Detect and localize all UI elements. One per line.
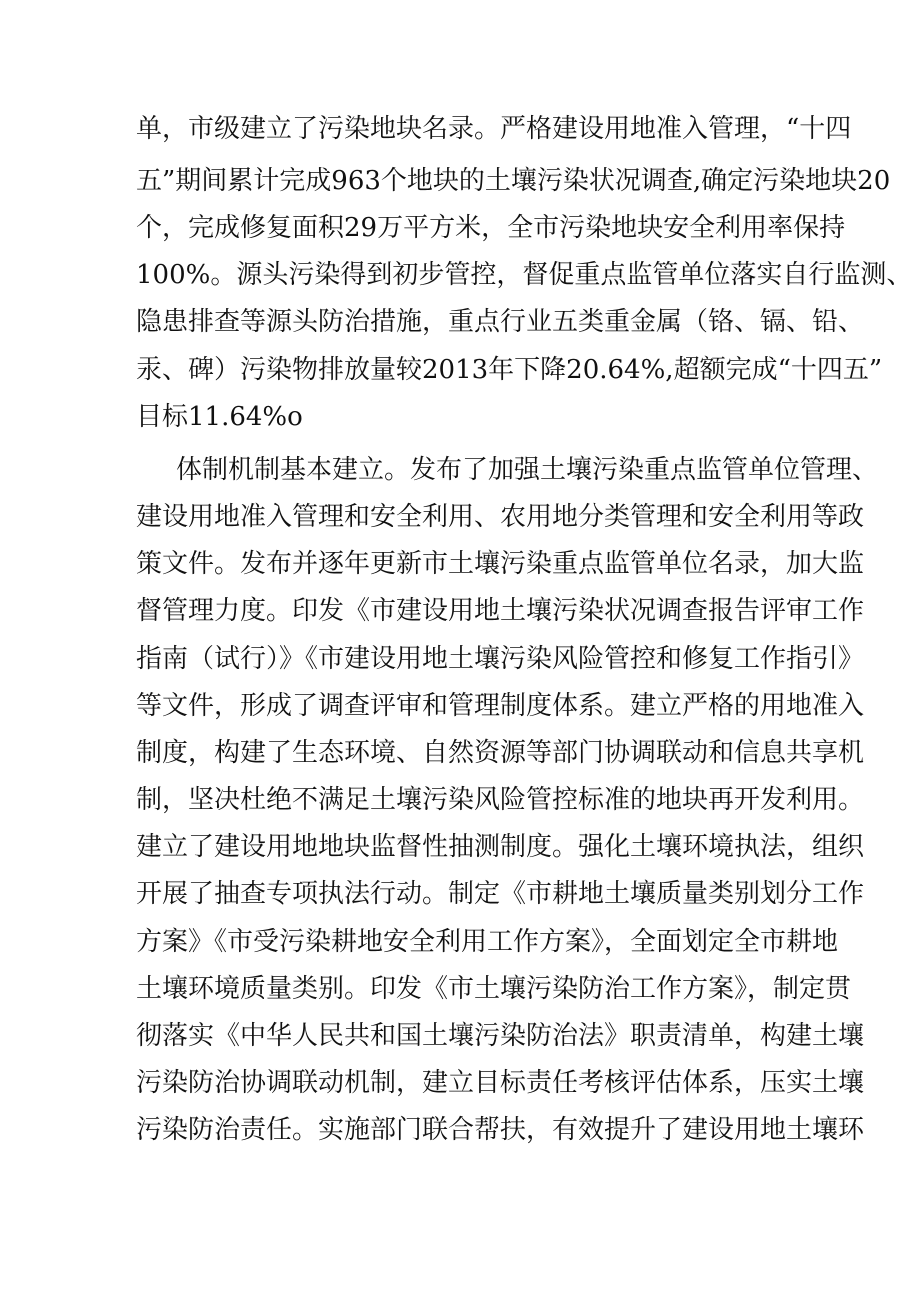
text-line: 目标11.64%o [136, 402, 303, 432]
paragraph-first-line: 体制机制基本建立。发布了加强土壤污染重点监管单位管理、 [176, 455, 879, 485]
text-line: 100%。源头污染得到初步管控，督促重点监管单位落实自行监测、 [136, 260, 913, 290]
text-line: 建立了建设用地地块监督性抽测制度。强化土壤环境执法，组织 [136, 832, 865, 862]
text-line: 土壤环境质量类别。印发《市土壤污染防治工作方案》，制定贯 [136, 974, 852, 1004]
text-line: 隐患排查等源头防治措施，重点行业五类重金属（铬、镉、铅、 [136, 307, 865, 337]
text-line: 制度，构建了生态环境、自然资源等部门协调联动和信息共享机 [136, 738, 865, 768]
text-line: 策文件。发布并逐年更新市土壤污染重点监管单位名录，加大监 [136, 549, 865, 579]
text-line: 汞、碑）污染物排放量较2013年下降20.64%,超额完成“十四五” [136, 355, 883, 385]
text-line: 污染防治责任。实施部门联合帮扶，有效提升了建设用地土壤环 [136, 1115, 865, 1145]
text-line: 等文件，形成了调查评审和管理制度体系。建立严格的用地准入 [136, 691, 865, 721]
text-line: 指南（试行）》《市建设用地土壤污染风险管控和修复工作指引》 [136, 644, 865, 674]
text-line: 污染防治协调联动机制，建立目标责任考核评估体系，压实土壤 [136, 1068, 865, 1098]
text-line: 彻落实《中华人民共和国土壤污染防治法》职责清单，构建土壤 [136, 1021, 865, 1051]
text-line: 五”期间累计完成963个地块的土壤污染状况调查,确定污染地块20 [136, 166, 891, 196]
text-line: 建设用地准入管理和安全利用、农用地分类管理和安全利用等政 [136, 502, 865, 532]
text-line: 督管理力度。印发《市建设用地土壤污染状况调查报告评审工作 [136, 596, 865, 626]
text-line: 单，市级建立了污染地块名录。严格建设用地准入管理，“十四 [136, 114, 852, 144]
text-line: 开展了抽查专项执法行动。制定《市耕地土壤质量类别划分工作 [136, 879, 865, 909]
text-line: 个，完成修复面积29万平方米，全市污染地块安全利用率保持 [136, 213, 846, 243]
text-line: 方案》《市受污染耕地安全利用工作方案》，全面划定全市耕地 [136, 927, 839, 957]
text-line: 制，坚决杜绝不满足土壤污染风险管控标准的地块再开发利用。 [136, 785, 865, 815]
